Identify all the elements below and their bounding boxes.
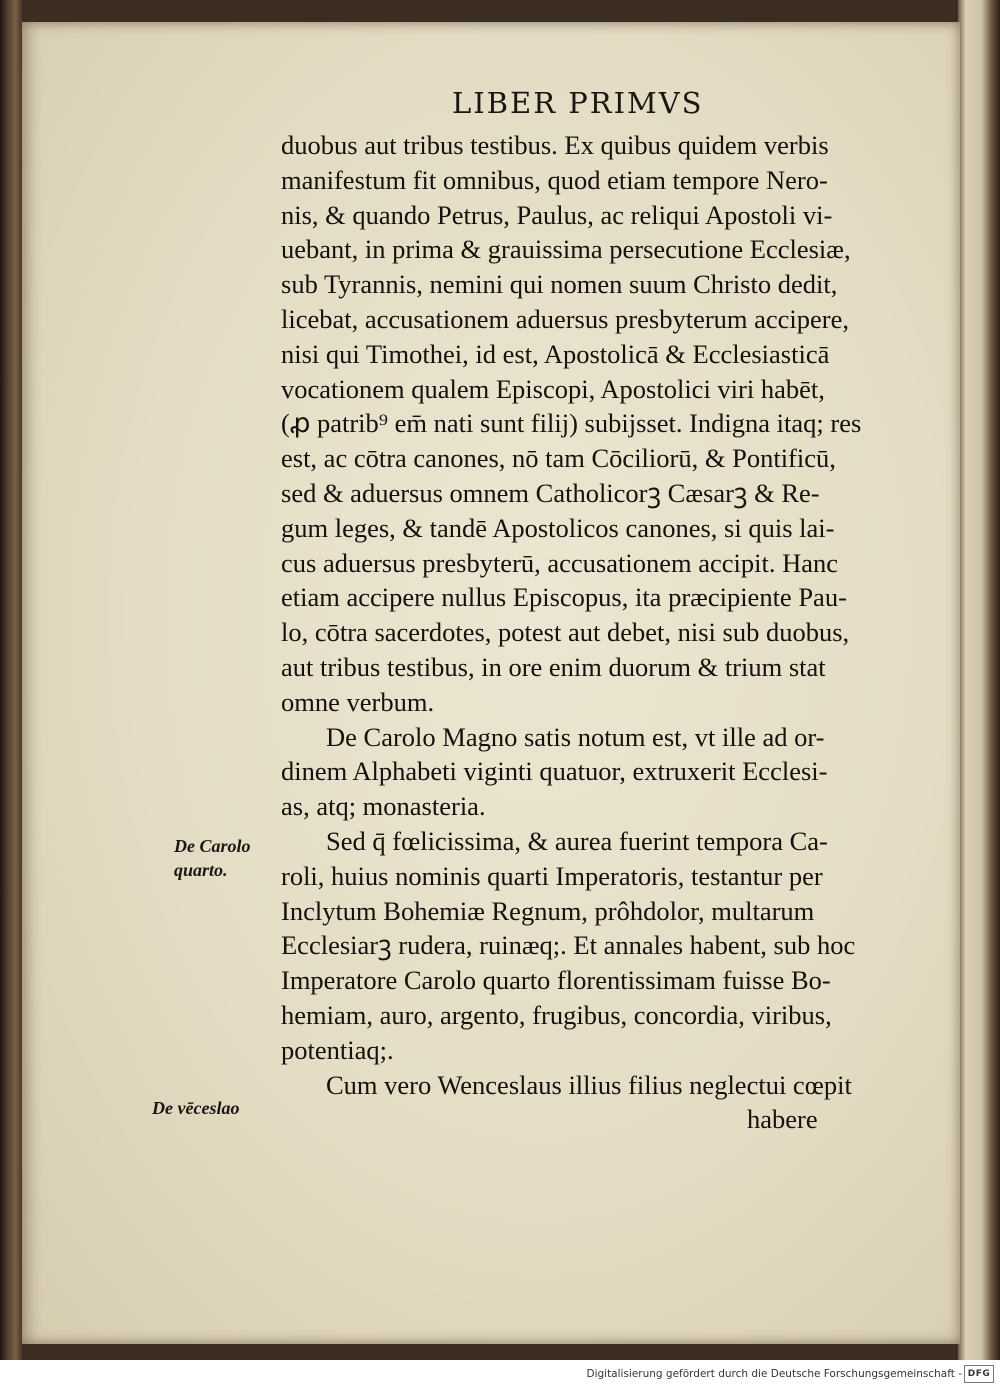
text-line: est, ac cōtra canones, nō tam Cōciliorū, & Pontificū,: [281, 443, 836, 474]
body-text: [281, 128, 931, 1137]
book-cover-edge: [0, 0, 22, 1360]
text-line: roli, huius nominis quarti Imperatoris, testantur per: [281, 860, 823, 891]
funding-credit: Digitalisierung gefördert durch die Deutsche Forschungsgemeinschaft -: [586, 1368, 962, 1380]
digitization-footer: [0, 1360, 1000, 1389]
text-line: Imperatore Carolo quarto florentissimam fuisse Bo-: [281, 965, 831, 996]
text-line: sed & aduersus omnem Catholicorꝫ Cæsarꝫ & Re-: [281, 477, 820, 508]
marginal-note-line: quarto.: [174, 860, 228, 880]
text-line: Ecclesiarꝫ rudera, ruinæq;. Et annales habent, sub hoc: [281, 930, 856, 961]
text-line: cus aduersus presbyterū, accusationem accipit. Hanc: [281, 547, 839, 578]
text-line: manifestum fit omnibus, quod etiam tempore Nero-: [281, 164, 828, 195]
catchword: habere: [747, 1104, 818, 1135]
text-line: nisi qui Timothei, id est, Apostolicā & Ecclesiasticā: [281, 338, 830, 369]
text-line: vocationem qualem Episcopi, Apostolici viri habēt,: [281, 373, 825, 404]
text-line: gum leges, & tandē Apostolicos canones, si quis lai-: [281, 512, 835, 543]
text-line: nis, & quando Petrus, Paulus, ac reliqui Apostoli vi-: [281, 199, 833, 230]
paragraph-start-line: Sed q̄ fœlicissima, & aurea fuerint tempora Ca-: [326, 825, 828, 856]
text-line: omne verbum.: [281, 686, 435, 717]
text-line: sub Tyrannis, nemini qui nomen suum Christo dedit,: [281, 269, 838, 300]
paragraph-start-line: Cum vero Wenceslaus illius filius neglectui cœpit: [326, 1069, 852, 1100]
text-line: licebat, accusationem aduersus presbyterum accipere,: [281, 303, 850, 334]
text-line: (ꝓ patrib⁹ em̄ nati sunt filij) subijsset. Indigna itaq; res: [281, 408, 862, 439]
marginal-note-wenceslao: De vēceslao: [152, 1098, 240, 1118]
text-line: lo, cōtra sacerdotes, potest aut debet, nisi sub duobus,: [281, 617, 850, 648]
dfg-logo: DFG: [964, 1365, 994, 1383]
text-line: potentiaq;.: [281, 1034, 394, 1065]
text-line: uebant, in prima & grauissima persecutione Ecclesiæ,: [281, 234, 851, 265]
text-line: hemiam, auro, argento, frugibus, concordia, viribus,: [281, 999, 832, 1030]
running-head: LIBER PRIMVS: [452, 86, 704, 120]
text-line: as, atq; monasteria.: [281, 791, 486, 822]
marginal-note-line: De Carolo: [174, 836, 251, 856]
text-line: dinem Alphabeti viginti quatuor, extruxerit Ecclesi-: [281, 756, 828, 787]
text-line: aut tribus testibus, in ore enim duorum & trium stat: [281, 651, 826, 682]
paragraph-start-line: De Carolo Magno satis notum est, vt ille ad or-: [326, 721, 825, 752]
text-line: duobus aut tribus testibus. Ex quibus quidem verbis: [281, 130, 829, 160]
page-fore-edge: [958, 0, 1000, 1360]
marginal-note-carolo-quarto: [174, 834, 251, 882]
text-line: Inclytum Bohemiæ Regnum, prôhdolor, multarum: [281, 895, 815, 926]
text-line: etiam accipere nullus Episcopus, ita præcipiente Pau-: [281, 582, 847, 613]
